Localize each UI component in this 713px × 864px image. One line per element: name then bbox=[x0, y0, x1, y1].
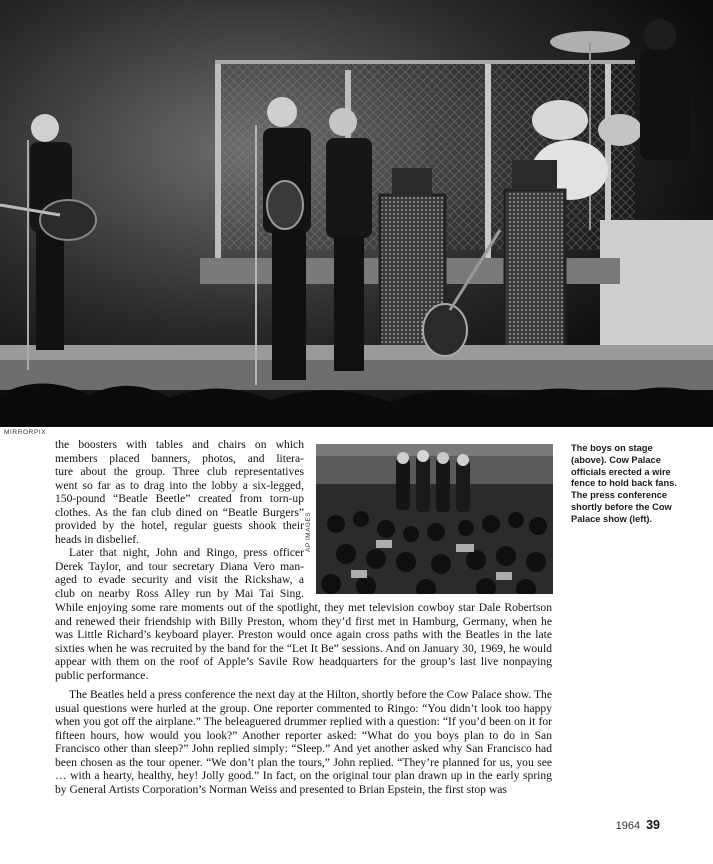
photo-caption: The boys on stage (above). Cow Palace officials erected a wire fence to hold back fans. The press conference shortly before the Cow Palace show (left). bbox=[571, 443, 677, 524]
concert-photo bbox=[0, 0, 713, 427]
left-column bbox=[55, 438, 304, 601]
p2-line: aged to evade security and visit the Rickshaw, a bbox=[55, 573, 304, 587]
concert-photo-graphic bbox=[0, 0, 713, 427]
page-number: 39 bbox=[646, 818, 660, 832]
p1-line: members placed banners, photos, and litera- bbox=[55, 451, 304, 465]
p1-line: 150-pound “Beatle Beetle” created from torn-up bbox=[55, 492, 304, 506]
p1-line: clothes. As the fan club dined on “Beatle Burgers” bbox=[55, 505, 304, 519]
p1-line: the boosters with tables and chairs on which bbox=[55, 438, 304, 451]
p1-line: heads in disbelief. bbox=[55, 532, 140, 546]
inset-photo-credit: AP IMAGES bbox=[305, 511, 312, 552]
p1-line: went so far as to drag into the lobby a six-legged, bbox=[55, 478, 304, 492]
p1-line: ture about the group. Three club representatives bbox=[55, 465, 304, 479]
p2-line: Derek Taylor, and tour secretary Diana Vero man- bbox=[55, 559, 304, 573]
folio-year: 1964 bbox=[615, 820, 641, 832]
press-conference-graphic bbox=[316, 444, 553, 594]
p2-line: club on nearby Ross Alley run by Mai Tai Sing. bbox=[55, 587, 304, 601]
paragraph-2-continued: While enjoying some rare moments out of the spotlight, they met television cowboy star Dale Robertson and renewed their friendship with Billy Preston, whom they’d first met in Hamburg, Germany, when he was Little Richard’s keyboard player. Preston would once again cross paths with the Beatles in the late sixties when he was recruited by the band for the “Let It Be” sessions. And on January 30, 1969, he would appear with them on the roof of Apple’s Savile Row headquarters for the group’s last live nonpaying public performance. bbox=[55, 601, 552, 682]
page-folio bbox=[616, 818, 660, 832]
press-conference-photo bbox=[316, 444, 553, 594]
top-photo-credit: MIRRORPIX bbox=[4, 429, 47, 436]
p2-line: Later that night, John and Ringo, press officer bbox=[69, 546, 304, 560]
paragraph-3: The Beatles held a press conference the next day at the Hilton, shortly before the Cow Palace show. The usual questions were hurled at the group. One reporter commented to Ringo: “You didn’t look too happy when you got off the airplane.” The beleaguered drummer replied with a question: “If you’d been on it for fifteen hours, how would you look?” Another reporter asked: “What do you boys plan to do in San Francisco other than sleep?” John replied simply: “Sleep.” And yet another asked why San Francisco had been chosen as the tour opener. “We don’t plan the tours,” John replied. “They’re planned for us, you see … with a hearty, healthy, hey! Jolly good.” In fact, on the original tour plan drawn up in the early spring by General Artists Corporation’s Norman Weiss and presented to Brian Epstein, the first stop was bbox=[55, 688, 552, 796]
p1-line: provided by the hotel, regular guests shook their bbox=[55, 519, 304, 533]
